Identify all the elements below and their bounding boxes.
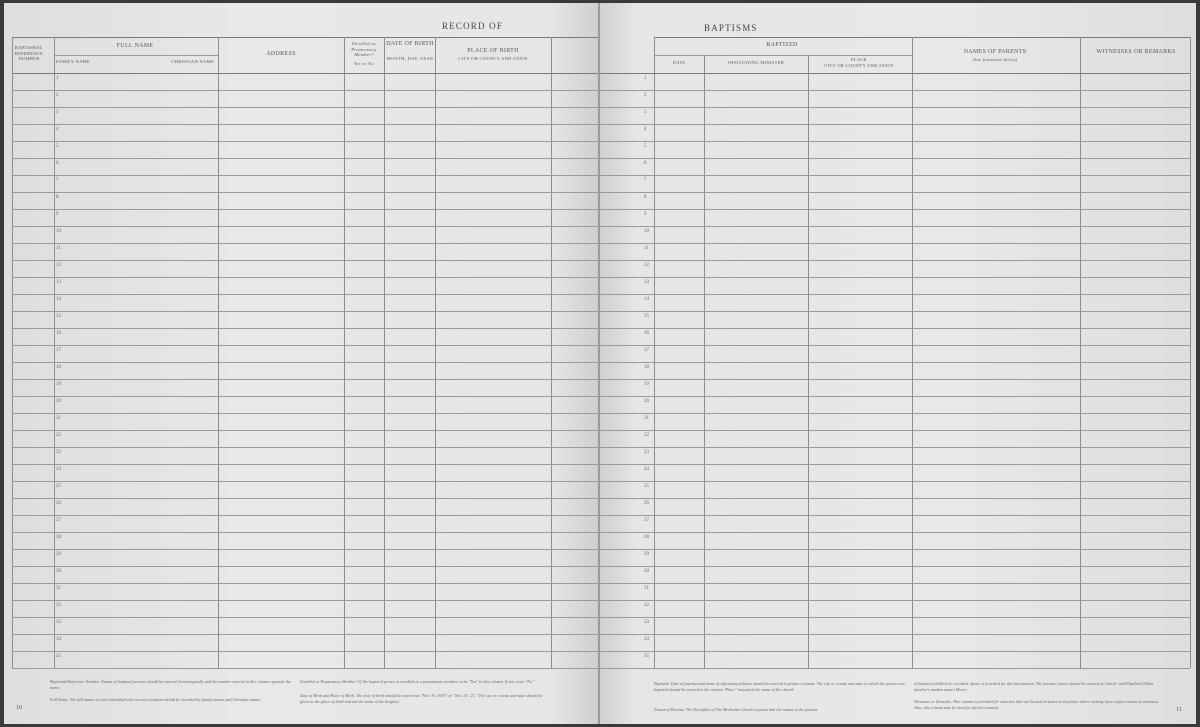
row-number: 5: [644, 144, 647, 149]
row-number: 14: [56, 297, 61, 302]
row-rule: [12, 141, 598, 142]
row-rule: [600, 447, 1190, 448]
row-rule: [600, 107, 1190, 108]
row-rule: [600, 277, 1190, 278]
row-number: 9: [56, 212, 59, 217]
row-number: 23: [644, 450, 649, 455]
header-reference-number: BAPTISMAL REFERENCE NUMBER: [14, 45, 44, 61]
row-rule: [600, 209, 1190, 210]
row-rule: [12, 634, 598, 635]
header-full-name: FULL NAME: [116, 43, 154, 49]
row-rule: [12, 532, 598, 533]
row-rule: [12, 651, 598, 652]
header-place: PLACE: [851, 57, 867, 62]
row-number: 4: [56, 127, 59, 132]
right-page-title: BAPTISMS: [704, 23, 758, 33]
header-date-of-birth: DATE OF BIRTH: [386, 41, 434, 47]
row-rule: [600, 464, 1190, 465]
row-rule: [600, 379, 1190, 380]
header-dob-sub: MONTH, DAY, YEAR: [386, 56, 434, 61]
row-number: 15: [56, 314, 61, 319]
row-number: 19: [644, 382, 649, 387]
row-number: 16: [644, 331, 649, 336]
row-rule: [600, 532, 1190, 533]
row-rule: [12, 192, 598, 193]
header-subdivider: [654, 55, 912, 56]
row-number: 30: [56, 569, 61, 574]
row-rule: [12, 124, 598, 125]
row-rule: [12, 175, 598, 176]
row-number: 16: [56, 331, 61, 336]
row-number: 3: [56, 110, 59, 115]
row-rule: [600, 413, 1190, 414]
column-divider-2: [218, 37, 219, 668]
column-divider-4: [384, 37, 385, 668]
row-rule: [600, 668, 1190, 669]
header-top-rule: [12, 37, 598, 38]
row-rule: [12, 464, 598, 465]
row-rule: [12, 260, 598, 261]
footnote-names-of-parents: Names of Parents. The Discipline of The Methodist Church requires that the names of the parents: [654, 707, 818, 712]
row-rule: [12, 209, 598, 210]
header-bottom-rule: [600, 73, 1190, 74]
row-number: 8: [56, 195, 59, 200]
row-number: 28: [644, 535, 649, 540]
row-number: 1: [644, 76, 647, 81]
row-rule: [12, 311, 598, 312]
row-number: 12: [56, 263, 61, 268]
row-number: 17: [56, 348, 61, 353]
footnote-baptized: Baptized. Date of baptism and name of officiating minister should be entered in proper columns. The city or county and state in which the person was baptized should be entered in the column "Place" instead of the name of the church.: [654, 681, 905, 692]
row-rule: [12, 549, 598, 550]
row-number: 27: [56, 518, 61, 523]
row-number: 29: [644, 552, 649, 557]
row-number: 32: [644, 603, 649, 608]
header-place-of-birth: PLACE OF BIRTH: [467, 48, 519, 54]
header-christian-name: CHRISTIAN NAME: [171, 59, 214, 64]
row-number: 12: [644, 263, 649, 268]
row-rule: [12, 294, 598, 295]
row-rule: [600, 600, 1190, 601]
row-rule: [600, 430, 1190, 431]
column-divider-3: [912, 37, 913, 668]
row-rule: [600, 617, 1190, 618]
header-officiating-minister: OFFICIATING MINISTER: [727, 60, 785, 65]
row-number: 21: [56, 416, 61, 421]
header-parents-sub: (See footnotes below): [972, 57, 1018, 62]
row-rule: [12, 328, 598, 329]
column-divider-5: [435, 37, 436, 668]
row-rule: [12, 107, 598, 108]
row-number: 34: [644, 637, 649, 642]
row-number: 3: [644, 110, 647, 115]
row-rule: [12, 396, 598, 397]
row-rule: [12, 481, 598, 482]
row-number: 13: [644, 280, 649, 285]
row-rule: [600, 311, 1190, 312]
row-number: 32: [56, 603, 61, 608]
row-rule: [600, 124, 1190, 125]
column-divider-4: [1080, 37, 1081, 668]
row-number: 2: [644, 93, 647, 98]
header-subdivider: [54, 55, 218, 56]
footnote-witnesses: Witnesses or Remarks. This column is provided for churches that are located in states or localities where existing laws require names of witnesses. Also, this column may be used for special remarks.: [914, 699, 1160, 710]
column-divider-1: [54, 37, 55, 668]
row-rule: [12, 243, 598, 244]
column-divider-0: [654, 37, 655, 668]
row-rule: [600, 634, 1190, 635]
header-address: ADDRESS: [266, 51, 296, 57]
row-rule: [12, 566, 598, 567]
row-rule: [600, 549, 1190, 550]
row-rule: [12, 600, 598, 601]
left-page-number: 10: [16, 705, 22, 711]
row-number: 25: [644, 484, 649, 489]
row-rule: [12, 413, 598, 414]
footnote-parents-continued: of baptized children be recorded. Space is provided for this information. The parents' names should be entered as John E. and Elizabeth Talbot (mother's maiden name) Moore.: [914, 681, 1154, 692]
row-rule: [12, 345, 598, 346]
row-rule: [12, 583, 598, 584]
row-number: 33: [644, 620, 649, 625]
footnote-enrolled: Enrolled as Preparatory Member? If the baptized person is enrolled as a preparatory member, write "Yes" in this column. If not, write "No.": [300, 679, 535, 684]
row-rule: [600, 515, 1190, 516]
header-top-rule: [654, 37, 1190, 38]
row-rule: [12, 515, 598, 516]
row-rule: [600, 175, 1190, 176]
row-rule: [12, 158, 598, 159]
left-page: [4, 3, 598, 724]
row-rule: [600, 481, 1190, 482]
row-number: 29: [56, 552, 61, 557]
row-rule: [600, 243, 1190, 244]
right-page: [600, 3, 1196, 724]
column-divider-6: [551, 37, 552, 668]
footnote-reference-number: Baptismal Reference Number. Names of baptized persons should be entered chronologically and the number entered in this column opposite the name.: [50, 679, 291, 690]
row-number: 5: [56, 144, 59, 149]
row-number: 10: [56, 229, 61, 234]
row-rule: [12, 447, 598, 448]
column-divider-5: [1190, 37, 1191, 668]
row-number: 14: [644, 297, 649, 302]
row-rule: [12, 90, 598, 91]
footnote-date-place-of-birth: Date of Birth and Place of Birth. The date of birth should be entered as "Nov. 30, 1919" or "Nov. 30, '21." The city or county and state should be given as the place of birth and not the name of the hospital.: [300, 693, 543, 704]
row-rule: [12, 226, 598, 227]
row-number: 22: [56, 433, 61, 438]
footnote-full-name: Full Name. The full names of each individual who receives baptism should be recorded by family names and Christian names.: [50, 697, 262, 702]
row-number: 18: [56, 365, 61, 370]
header-family-name: FAMILY NAME: [56, 59, 90, 64]
row-number: 31: [56, 586, 61, 591]
row-rule: [600, 226, 1190, 227]
header-names-of-parents: NAMES OF PARENTS: [963, 49, 1027, 55]
row-rule: [600, 158, 1190, 159]
row-rule: [600, 294, 1190, 295]
row-number: 20: [56, 399, 61, 404]
row-number: 34: [56, 637, 61, 642]
header-witnesses-remarks: WITNESSES OR REMARKS: [1096, 49, 1176, 55]
header-date: DATE: [672, 60, 686, 65]
row-number: 19: [56, 382, 61, 387]
header-place-sub: CITY OR COUNTY AND STATE: [824, 63, 894, 68]
header-pob-sub: CITY OR COUNTY AND STATE: [458, 56, 528, 61]
row-rule: [12, 430, 598, 431]
row-number: 28: [56, 535, 61, 540]
row-number: 26: [56, 501, 61, 506]
row-number: 26: [644, 501, 649, 506]
row-number: 6: [644, 161, 647, 166]
row-rule: [600, 345, 1190, 346]
row-number: 25: [56, 484, 61, 489]
row-number: 13: [56, 280, 61, 285]
column-divider-3: [344, 37, 345, 668]
row-number: 22: [644, 433, 649, 438]
row-number: 8: [644, 195, 647, 200]
row-number: 7: [56, 178, 59, 183]
left-page-title: RECORD OF: [442, 21, 504, 31]
column-divider-0: [12, 37, 13, 668]
row-rule: [12, 277, 598, 278]
row-number: 24: [644, 467, 649, 472]
row-number: 18: [644, 365, 649, 370]
row-number: 20: [644, 399, 649, 404]
row-rule: [12, 668, 598, 669]
row-number: 35: [56, 654, 61, 659]
row-number: 1: [56, 76, 59, 81]
row-rule: [12, 379, 598, 380]
row-number: 35: [644, 654, 649, 659]
row-rule: [600, 328, 1190, 329]
row-rule: [12, 362, 598, 363]
row-number: 11: [644, 246, 649, 251]
row-rule: [600, 396, 1190, 397]
row-number: 11: [56, 246, 61, 251]
row-number: 21: [644, 416, 649, 421]
row-number: 17: [644, 348, 649, 353]
header-enrolled-sub: Yes or No: [353, 61, 375, 66]
row-number: 30: [644, 569, 649, 574]
header-enrolled: Enrolled as Preparatory Member?: [351, 41, 377, 57]
row-number: 6: [56, 161, 59, 166]
right-page-number: 11: [1176, 707, 1182, 713]
row-number: 4: [644, 127, 647, 132]
row-rule: [600, 90, 1190, 91]
row-number: 27: [644, 518, 649, 523]
row-number: 10: [644, 229, 649, 234]
row-rule: [600, 651, 1190, 652]
row-rule: [600, 566, 1190, 567]
row-rule: [600, 141, 1190, 142]
header-baptized: BAPTIZED: [766, 42, 798, 48]
row-number: 33: [56, 620, 61, 625]
row-number: 15: [644, 314, 649, 319]
row-number: 31: [644, 586, 649, 591]
row-rule: [12, 498, 598, 499]
row-number: 2: [56, 93, 59, 98]
row-rule: [600, 260, 1190, 261]
row-rule: [600, 583, 1190, 584]
header-bottom-rule: [12, 73, 598, 74]
row-number: 7: [644, 178, 647, 183]
row-rule: [600, 362, 1190, 363]
row-rule: [600, 498, 1190, 499]
row-rule: [600, 192, 1190, 193]
row-number: 24: [56, 467, 61, 472]
row-number: 9: [644, 212, 647, 217]
row-rule: [12, 617, 598, 618]
row-number: 23: [56, 450, 61, 455]
record-book: [4, 3, 1196, 724]
